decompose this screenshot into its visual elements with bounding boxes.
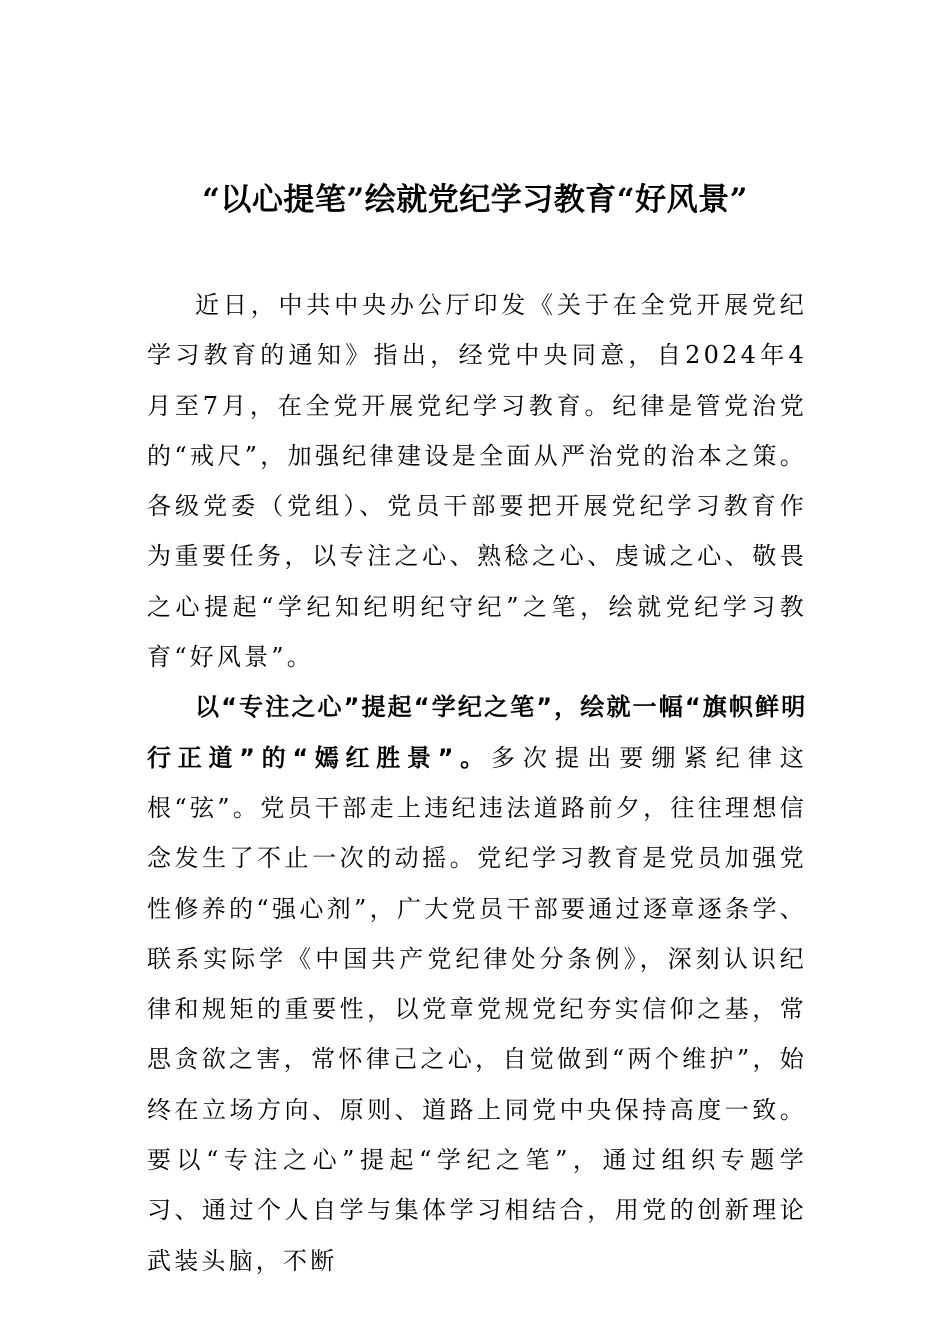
paragraph-intro [147, 280, 807, 682]
document-title: “以心提笔”绘就党纪学习教育“好风景” [202, 182, 748, 218]
paragraph-text: 近日，中共中央办公厅印发《关于在全党开展党纪学习教育的通知》指出，经党中央同意，自2024年4月至7月，在全党开展党纪学习教育。纪律是管党治党的“戒尺”，加强纪律建设是全面从严治党的治本之策。各级党委（党组）、党员干部要把开展党纪学习教育作为重要任务，以专注之心、熟稔之心、虔诚之心、敬畏之心提起“学纪知纪明纪守纪”之笔，绘就党纪学习教育“好风景”。 [147, 291, 807, 672]
paragraph-lead: 以“专注之心”提起“学纪之笔”，绘就一幅“旗帜鲜明行正道”的“嫣红胜景”。 [147, 693, 807, 772]
document-body [147, 280, 807, 1286]
paragraph-focus-heart [147, 682, 807, 1286]
paragraph-text: 多次提出要绷紧纪律这根“弦”。党员干部走上违纪违法道路前夕，往往理想信念发生了不止一次的动摇。党纪学习教育是党员加强党性修养的“强心剂”，广大党员干部要通过逐章逐条学、联系实际学《中国共产党纪律处分条例》，深刻认识纪律和规矩的重要性，以党章党规党纪夯实信仰之基，常思贪欲之害，常怀律己之心，自觉做到“两个维护”，始终在立场方向、原则、道路上同党中央保持高度一致。要以“专注之心”提起“学纪之笔”，通过组织专题学习、通过个人自学与集体学习相结合，用党的创新理论武装头脑，不断 [147, 743, 808, 1275]
